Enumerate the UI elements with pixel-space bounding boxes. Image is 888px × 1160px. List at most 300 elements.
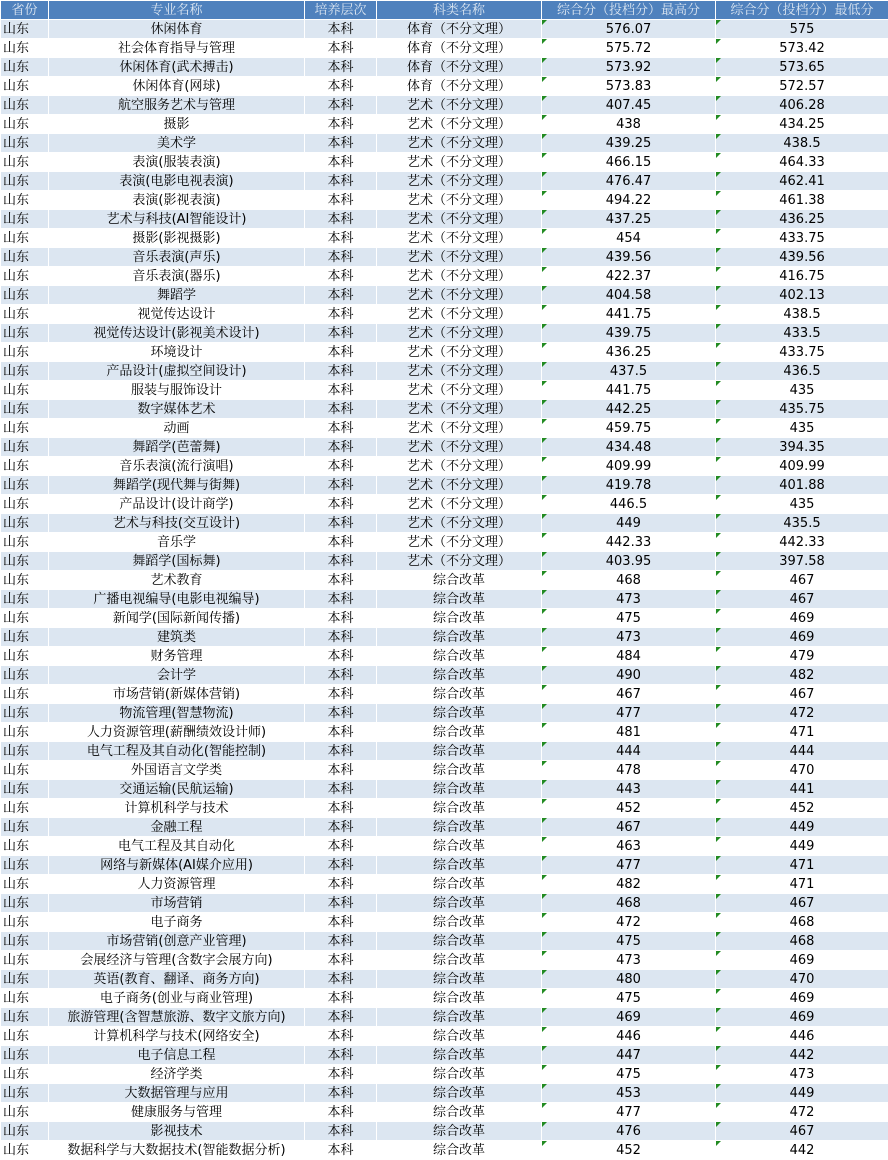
cell-training-level[interactable]: 本科 <box>305 609 377 628</box>
cell-major-name[interactable]: 产品设计(设计商学) <box>49 495 305 514</box>
cell-province[interactable]: 山东 <box>1 419 49 438</box>
cell-max-score[interactable]: 409.99 <box>542 457 716 476</box>
cell-province[interactable]: 山东 <box>1 39 49 58</box>
cell-training-level[interactable]: 本科 <box>305 875 377 894</box>
cell-province[interactable]: 山东 <box>1 438 49 457</box>
cell-major-name[interactable]: 数据科学与大数据技术(智能数据分析) <box>49 1141 305 1160</box>
cell-category-name[interactable]: 艺术（不分文理） <box>377 343 542 362</box>
cell-max-score[interactable]: 573.83 <box>542 77 716 96</box>
cell-province[interactable]: 山东 <box>1 609 49 628</box>
cell-min-score[interactable]: 470 <box>716 761 888 780</box>
cell-min-score[interactable]: 468 <box>716 932 888 951</box>
header-max-score[interactable]: 综合分（投档分）最高分 <box>542 1 716 20</box>
cell-max-score[interactable]: 446.5 <box>542 495 716 514</box>
cell-training-level[interactable]: 本科 <box>305 400 377 419</box>
cell-category-name[interactable]: 艺术（不分文理） <box>377 476 542 495</box>
cell-min-score[interactable]: 406.28 <box>716 96 888 115</box>
cell-max-score[interactable]: 437.5 <box>542 362 716 381</box>
cell-category-name[interactable]: 综合改革 <box>377 761 542 780</box>
cell-major-name[interactable]: 财务管理 <box>49 647 305 666</box>
cell-major-name[interactable]: 新闻学(国际新闻传播) <box>49 609 305 628</box>
cell-min-score[interactable]: 446 <box>716 1027 888 1046</box>
cell-major-name[interactable]: 经济学类 <box>49 1065 305 1084</box>
cell-category-name[interactable]: 综合改革 <box>377 894 542 913</box>
cell-province[interactable]: 山东 <box>1 400 49 419</box>
cell-province[interactable]: 山东 <box>1 818 49 837</box>
cell-category-name[interactable]: 艺术（不分文理） <box>377 248 542 267</box>
cell-training-level[interactable]: 本科 <box>305 1065 377 1084</box>
cell-training-level[interactable]: 本科 <box>305 514 377 533</box>
cell-min-score[interactable]: 416.75 <box>716 267 888 286</box>
cell-max-score[interactable]: 475 <box>542 609 716 628</box>
cell-min-score[interactable]: 464.33 <box>716 153 888 172</box>
cell-training-level[interactable]: 本科 <box>305 533 377 552</box>
cell-training-level[interactable]: 本科 <box>305 20 377 39</box>
cell-province[interactable]: 山东 <box>1 685 49 704</box>
cell-training-level[interactable]: 本科 <box>305 495 377 514</box>
cell-max-score[interactable]: 443 <box>542 780 716 799</box>
cell-category-name[interactable]: 综合改革 <box>377 1084 542 1103</box>
cell-max-score[interactable]: 478 <box>542 761 716 780</box>
cell-max-score[interactable]: 434.48 <box>542 438 716 457</box>
cell-max-score[interactable]: 575.72 <box>542 39 716 58</box>
cell-category-name[interactable]: 综合改革 <box>377 818 542 837</box>
cell-category-name[interactable]: 综合改革 <box>377 1046 542 1065</box>
cell-major-name[interactable]: 航空服务艺术与管理 <box>49 96 305 115</box>
cell-training-level[interactable]: 本科 <box>305 571 377 590</box>
cell-major-name[interactable]: 电气工程及其自动化 <box>49 837 305 856</box>
cell-category-name[interactable]: 综合改革 <box>377 856 542 875</box>
cell-training-level[interactable]: 本科 <box>305 590 377 609</box>
cell-major-name[interactable]: 人力资源管理 <box>49 875 305 894</box>
cell-category-name[interactable]: 综合改革 <box>377 1008 542 1027</box>
cell-category-name[interactable]: 综合改革 <box>377 1103 542 1122</box>
cell-province[interactable]: 山东 <box>1 1084 49 1103</box>
cell-min-score[interactable]: 473 <box>716 1065 888 1084</box>
cell-major-name[interactable]: 健康服务与管理 <box>49 1103 305 1122</box>
cell-training-level[interactable]: 本科 <box>305 1103 377 1122</box>
cell-major-name[interactable]: 视觉传达设计 <box>49 305 305 324</box>
cell-max-score[interactable]: 468 <box>542 894 716 913</box>
cell-province[interactable]: 山东 <box>1 96 49 115</box>
cell-min-score[interactable]: 469 <box>716 609 888 628</box>
cell-training-level[interactable]: 本科 <box>305 761 377 780</box>
cell-category-name[interactable]: 综合改革 <box>377 799 542 818</box>
cell-min-score[interactable]: 435 <box>716 495 888 514</box>
cell-category-name[interactable]: 综合改革 <box>377 571 542 590</box>
cell-major-name[interactable]: 英语(教育、翻译、商务方向) <box>49 970 305 989</box>
cell-training-level[interactable]: 本科 <box>305 932 377 951</box>
cell-max-score[interactable]: 438 <box>542 115 716 134</box>
cell-category-name[interactable]: 艺术（不分文理） <box>377 552 542 571</box>
cell-max-score[interactable]: 441.75 <box>542 305 716 324</box>
cell-province[interactable]: 山东 <box>1 305 49 324</box>
cell-max-score[interactable]: 468 <box>542 571 716 590</box>
cell-training-level[interactable]: 本科 <box>305 58 377 77</box>
cell-max-score[interactable]: 439.75 <box>542 324 716 343</box>
cell-min-score[interactable]: 575 <box>716 20 888 39</box>
cell-category-name[interactable]: 艺术（不分文理） <box>377 267 542 286</box>
cell-max-score[interactable]: 439.25 <box>542 134 716 153</box>
cell-training-level[interactable]: 本科 <box>305 1027 377 1046</box>
cell-major-name[interactable]: 视觉传达设计(影视美术设计) <box>49 324 305 343</box>
cell-min-score[interactable]: 469 <box>716 989 888 1008</box>
cell-category-name[interactable]: 体育（不分文理） <box>377 39 542 58</box>
cell-training-level[interactable]: 本科 <box>305 153 377 172</box>
cell-category-name[interactable]: 艺术（不分文理） <box>377 324 542 343</box>
cell-max-score[interactable]: 473 <box>542 628 716 647</box>
cell-training-level[interactable]: 本科 <box>305 799 377 818</box>
cell-max-score[interactable]: 481 <box>542 723 716 742</box>
cell-province[interactable]: 山东 <box>1 647 49 666</box>
cell-province[interactable]: 山东 <box>1 210 49 229</box>
cell-province[interactable]: 山东 <box>1 723 49 742</box>
cell-training-level[interactable]: 本科 <box>305 666 377 685</box>
cell-min-score[interactable]: 435 <box>716 419 888 438</box>
cell-max-score[interactable]: 442.33 <box>542 533 716 552</box>
cell-training-level[interactable]: 本科 <box>305 191 377 210</box>
cell-province[interactable]: 山东 <box>1 761 49 780</box>
cell-major-name[interactable]: 表演(电影电视表演) <box>49 172 305 191</box>
cell-min-score[interactable]: 471 <box>716 856 888 875</box>
cell-category-name[interactable]: 综合改革 <box>377 590 542 609</box>
cell-category-name[interactable]: 艺术（不分文理） <box>377 210 542 229</box>
cell-major-name[interactable]: 舞蹈学(国标舞) <box>49 552 305 571</box>
cell-max-score[interactable]: 439.56 <box>542 248 716 267</box>
cell-min-score[interactable]: 435.5 <box>716 514 888 533</box>
cell-min-score[interactable]: 442 <box>716 1141 888 1160</box>
cell-min-score[interactable]: 394.35 <box>716 438 888 457</box>
cell-major-name[interactable]: 产品设计(虚拟空间设计) <box>49 362 305 381</box>
cell-province[interactable]: 山东 <box>1 343 49 362</box>
cell-min-score[interactable]: 467 <box>716 1122 888 1141</box>
cell-min-score[interactable]: 471 <box>716 723 888 742</box>
cell-category-name[interactable]: 综合改革 <box>377 742 542 761</box>
cell-min-score[interactable]: 442.33 <box>716 533 888 552</box>
cell-training-level[interactable]: 本科 <box>305 115 377 134</box>
cell-province[interactable]: 山东 <box>1 381 49 400</box>
cell-province[interactable]: 山东 <box>1 1065 49 1084</box>
cell-max-score[interactable]: 494.22 <box>542 191 716 210</box>
cell-province[interactable]: 山东 <box>1 704 49 723</box>
cell-max-score[interactable]: 469 <box>542 1008 716 1027</box>
cell-max-score[interactable]: 404.58 <box>542 286 716 305</box>
cell-major-name[interactable]: 电气工程及其自动化(智能控制) <box>49 742 305 761</box>
cell-min-score[interactable]: 439.56 <box>716 248 888 267</box>
cell-training-level[interactable]: 本科 <box>305 837 377 856</box>
cell-category-name[interactable]: 综合改革 <box>377 932 542 951</box>
cell-major-name[interactable]: 环境设计 <box>49 343 305 362</box>
cell-category-name[interactable]: 综合改革 <box>377 666 542 685</box>
cell-min-score[interactable]: 436.25 <box>716 210 888 229</box>
header-min-score[interactable]: 综合分（投档分）最低分 <box>716 1 888 20</box>
cell-max-score[interactable]: 472 <box>542 913 716 932</box>
cell-min-score[interactable]: 409.99 <box>716 457 888 476</box>
cell-min-score[interactable]: 397.58 <box>716 552 888 571</box>
cell-major-name[interactable]: 电子商务(创业与商业管理) <box>49 989 305 1008</box>
cell-province[interactable]: 山东 <box>1 248 49 267</box>
cell-category-name[interactable]: 艺术（不分文理） <box>377 96 542 115</box>
cell-training-level[interactable]: 本科 <box>305 951 377 970</box>
cell-major-name[interactable]: 音乐学 <box>49 533 305 552</box>
cell-min-score[interactable]: 433.5 <box>716 324 888 343</box>
cell-province[interactable]: 山东 <box>1 533 49 552</box>
cell-training-level[interactable]: 本科 <box>305 96 377 115</box>
cell-province[interactable]: 山东 <box>1 913 49 932</box>
cell-province[interactable]: 山东 <box>1 989 49 1008</box>
cell-training-level[interactable]: 本科 <box>305 267 377 286</box>
cell-province[interactable]: 山东 <box>1 856 49 875</box>
cell-max-score[interactable]: 484 <box>542 647 716 666</box>
cell-province[interactable]: 山东 <box>1 666 49 685</box>
cell-province[interactable]: 山东 <box>1 362 49 381</box>
cell-major-name[interactable]: 大数据管理与应用 <box>49 1084 305 1103</box>
cell-min-score[interactable]: 449 <box>716 818 888 837</box>
cell-training-level[interactable]: 本科 <box>305 229 377 248</box>
cell-province[interactable]: 山东 <box>1 58 49 77</box>
cell-province[interactable]: 山东 <box>1 590 49 609</box>
cell-category-name[interactable]: 综合改革 <box>377 1141 542 1160</box>
cell-major-name[interactable]: 电子信息工程 <box>49 1046 305 1065</box>
cell-training-level[interactable]: 本科 <box>305 723 377 742</box>
cell-major-name[interactable]: 舞蹈学(芭蕾舞) <box>49 438 305 457</box>
cell-training-level[interactable]: 本科 <box>305 1046 377 1065</box>
cell-training-level[interactable]: 本科 <box>305 419 377 438</box>
cell-max-score[interactable]: 454 <box>542 229 716 248</box>
cell-province[interactable]: 山东 <box>1 875 49 894</box>
cell-category-name[interactable]: 综合改革 <box>377 723 542 742</box>
cell-training-level[interactable]: 本科 <box>305 1141 377 1160</box>
cell-province[interactable]: 山东 <box>1 1008 49 1027</box>
cell-province[interactable]: 山东 <box>1 267 49 286</box>
cell-min-score[interactable]: 449 <box>716 837 888 856</box>
cell-major-name[interactable]: 网络与新媒体(AI媒介应用) <box>49 856 305 875</box>
cell-min-score[interactable]: 469 <box>716 1008 888 1027</box>
cell-category-name[interactable]: 综合改革 <box>377 1027 542 1046</box>
cell-training-level[interactable]: 本科 <box>305 172 377 191</box>
cell-major-name[interactable]: 计算机科学与技术 <box>49 799 305 818</box>
cell-max-score[interactable]: 490 <box>542 666 716 685</box>
cell-major-name[interactable]: 会展经济与管理(含数字会展方向) <box>49 951 305 970</box>
cell-major-name[interactable]: 表演(服装表演) <box>49 153 305 172</box>
cell-max-score[interactable]: 480 <box>542 970 716 989</box>
cell-category-name[interactable]: 艺术（不分文理） <box>377 134 542 153</box>
cell-province[interactable]: 山东 <box>1 1141 49 1160</box>
cell-min-score[interactable]: 442 <box>716 1046 888 1065</box>
cell-min-score[interactable]: 472 <box>716 704 888 723</box>
cell-major-name[interactable]: 摄影(影视摄影) <box>49 229 305 248</box>
cell-major-name[interactable]: 舞蹈学 <box>49 286 305 305</box>
cell-major-name[interactable]: 服装与服饰设计 <box>49 381 305 400</box>
cell-max-score[interactable]: 476 <box>542 1122 716 1141</box>
cell-major-name[interactable]: 外国语言文学类 <box>49 761 305 780</box>
cell-min-score[interactable]: 470 <box>716 970 888 989</box>
cell-province[interactable]: 山东 <box>1 115 49 134</box>
cell-category-name[interactable]: 艺术（不分文理） <box>377 362 542 381</box>
cell-max-score[interactable]: 419.78 <box>542 476 716 495</box>
cell-training-level[interactable]: 本科 <box>305 628 377 647</box>
cell-major-name[interactable]: 舞蹈学(现代舞与街舞) <box>49 476 305 495</box>
cell-max-score[interactable]: 453 <box>542 1084 716 1103</box>
cell-category-name[interactable]: 艺术（不分文理） <box>377 286 542 305</box>
cell-major-name[interactable]: 交通运输(民航运输) <box>49 780 305 799</box>
cell-max-score[interactable]: 466.15 <box>542 153 716 172</box>
cell-category-name[interactable]: 综合改革 <box>377 1122 542 1141</box>
cell-min-score[interactable]: 436.5 <box>716 362 888 381</box>
cell-province[interactable]: 山东 <box>1 628 49 647</box>
cell-max-score[interactable]: 444 <box>542 742 716 761</box>
cell-training-level[interactable]: 本科 <box>305 324 377 343</box>
cell-min-score[interactable]: 572.57 <box>716 77 888 96</box>
cell-min-score[interactable]: 435.75 <box>716 400 888 419</box>
cell-max-score[interactable]: 475 <box>542 989 716 1008</box>
cell-training-level[interactable]: 本科 <box>305 381 377 400</box>
cell-min-score[interactable]: 467 <box>716 685 888 704</box>
cell-max-score[interactable]: 475 <box>542 932 716 951</box>
cell-min-score[interactable]: 479 <box>716 647 888 666</box>
cell-training-level[interactable]: 本科 <box>305 780 377 799</box>
cell-max-score[interactable]: 446 <box>542 1027 716 1046</box>
header-training-level[interactable]: 培养层次 <box>305 1 377 20</box>
cell-min-score[interactable]: 462.41 <box>716 172 888 191</box>
cell-min-score[interactable]: 467 <box>716 894 888 913</box>
cell-province[interactable]: 山东 <box>1 799 49 818</box>
cell-max-score[interactable]: 477 <box>542 1103 716 1122</box>
cell-category-name[interactable]: 综合改革 <box>377 628 542 647</box>
cell-min-score[interactable]: 469 <box>716 628 888 647</box>
cell-major-name[interactable]: 表演(影视表演) <box>49 191 305 210</box>
cell-category-name[interactable]: 艺术（不分文理） <box>377 381 542 400</box>
cell-category-name[interactable]: 综合改革 <box>377 875 542 894</box>
cell-province[interactable]: 山东 <box>1 932 49 951</box>
cell-major-name[interactable]: 音乐表演(器乐) <box>49 267 305 286</box>
cell-min-score[interactable]: 573.42 <box>716 39 888 58</box>
header-province[interactable]: 省份 <box>1 1 49 20</box>
cell-province[interactable]: 山东 <box>1 476 49 495</box>
cell-max-score[interactable]: 467 <box>542 818 716 837</box>
cell-category-name[interactable]: 体育（不分文理） <box>377 58 542 77</box>
cell-max-score[interactable]: 473 <box>542 590 716 609</box>
cell-province[interactable]: 山东 <box>1 457 49 476</box>
cell-training-level[interactable]: 本科 <box>305 438 377 457</box>
cell-category-name[interactable]: 艺术（不分文理） <box>377 400 542 419</box>
cell-training-level[interactable]: 本科 <box>305 970 377 989</box>
cell-max-score[interactable]: 576.07 <box>542 20 716 39</box>
cell-max-score[interactable]: 407.45 <box>542 96 716 115</box>
cell-category-name[interactable]: 艺术（不分文理） <box>377 115 542 134</box>
cell-training-level[interactable]: 本科 <box>305 286 377 305</box>
cell-category-name[interactable]: 综合改革 <box>377 1065 542 1084</box>
cell-province[interactable]: 山东 <box>1 134 49 153</box>
cell-min-score[interactable]: 401.88 <box>716 476 888 495</box>
cell-min-score[interactable]: 467 <box>716 590 888 609</box>
header-major-name[interactable]: 专业名称 <box>49 1 305 20</box>
cell-province[interactable]: 山东 <box>1 742 49 761</box>
cell-training-level[interactable]: 本科 <box>305 1008 377 1027</box>
cell-category-name[interactable]: 艺术（不分文理） <box>377 495 542 514</box>
cell-category-name[interactable]: 艺术（不分文理） <box>377 419 542 438</box>
cell-province[interactable]: 山东 <box>1 1027 49 1046</box>
cell-max-score[interactable]: 573.92 <box>542 58 716 77</box>
cell-max-score[interactable]: 449 <box>542 514 716 533</box>
cell-training-level[interactable]: 本科 <box>305 476 377 495</box>
cell-training-level[interactable]: 本科 <box>305 913 377 932</box>
cell-training-level[interactable]: 本科 <box>305 77 377 96</box>
cell-province[interactable]: 山东 <box>1 229 49 248</box>
cell-province[interactable]: 山东 <box>1 951 49 970</box>
cell-min-score[interactable]: 482 <box>716 666 888 685</box>
cell-max-score[interactable]: 475 <box>542 1065 716 1084</box>
cell-major-name[interactable]: 休闲体育(网球) <box>49 77 305 96</box>
cell-training-level[interactable]: 本科 <box>305 248 377 267</box>
cell-min-score[interactable]: 441 <box>716 780 888 799</box>
cell-max-score[interactable]: 459.75 <box>542 419 716 438</box>
cell-major-name[interactable]: 旅游管理(含智慧旅游、数字文旅方向) <box>49 1008 305 1027</box>
cell-training-level[interactable]: 本科 <box>305 552 377 571</box>
cell-province[interactable]: 山东 <box>1 20 49 39</box>
cell-province[interactable]: 山东 <box>1 894 49 913</box>
cell-major-name[interactable]: 人力资源管理(薪酬绩效设计师) <box>49 723 305 742</box>
cell-max-score[interactable]: 441.75 <box>542 381 716 400</box>
cell-major-name[interactable]: 社会体育指导与管理 <box>49 39 305 58</box>
cell-major-name[interactable]: 美术学 <box>49 134 305 153</box>
cell-category-name[interactable]: 综合改革 <box>377 913 542 932</box>
cell-training-level[interactable]: 本科 <box>305 134 377 153</box>
cell-province[interactable]: 山东 <box>1 780 49 799</box>
cell-major-name[interactable]: 音乐表演(流行演唱) <box>49 457 305 476</box>
cell-training-level[interactable]: 本科 <box>305 894 377 913</box>
cell-max-score[interactable]: 452 <box>542 799 716 818</box>
cell-training-level[interactable]: 本科 <box>305 818 377 837</box>
cell-major-name[interactable]: 计算机科学与技术(网络安全) <box>49 1027 305 1046</box>
cell-max-score[interactable]: 452 <box>542 1141 716 1160</box>
cell-major-name[interactable]: 会计学 <box>49 666 305 685</box>
cell-category-name[interactable]: 综合改革 <box>377 837 542 856</box>
cell-max-score[interactable]: 463 <box>542 837 716 856</box>
cell-max-score[interactable]: 482 <box>542 875 716 894</box>
cell-category-name[interactable]: 艺术（不分文理） <box>377 153 542 172</box>
cell-province[interactable]: 山东 <box>1 286 49 305</box>
cell-category-name[interactable]: 综合改革 <box>377 989 542 1008</box>
cell-category-name[interactable]: 综合改革 <box>377 647 542 666</box>
cell-training-level[interactable]: 本科 <box>305 989 377 1008</box>
cell-major-name[interactable]: 休闲体育 <box>49 20 305 39</box>
cell-min-score[interactable]: 438.5 <box>716 305 888 324</box>
cell-max-score[interactable]: 436.25 <box>542 343 716 362</box>
cell-province[interactable]: 山东 <box>1 495 49 514</box>
cell-category-name[interactable]: 综合改革 <box>377 609 542 628</box>
cell-province[interactable]: 山东 <box>1 77 49 96</box>
cell-min-score[interactable]: 435 <box>716 381 888 400</box>
cell-category-name[interactable]: 综合改革 <box>377 970 542 989</box>
cell-province[interactable]: 山东 <box>1 552 49 571</box>
cell-category-name[interactable]: 艺术（不分文理） <box>377 438 542 457</box>
cell-min-score[interactable]: 438.5 <box>716 134 888 153</box>
cell-max-score[interactable]: 476.47 <box>542 172 716 191</box>
cell-major-name[interactable]: 电子商务 <box>49 913 305 932</box>
cell-province[interactable]: 山东 <box>1 571 49 590</box>
cell-max-score[interactable]: 442.25 <box>542 400 716 419</box>
cell-category-name[interactable]: 综合改革 <box>377 780 542 799</box>
cell-training-level[interactable]: 本科 <box>305 704 377 723</box>
cell-province[interactable]: 山东 <box>1 172 49 191</box>
cell-province[interactable]: 山东 <box>1 970 49 989</box>
cell-max-score[interactable]: 437.25 <box>542 210 716 229</box>
cell-category-name[interactable]: 艺术（不分文理） <box>377 457 542 476</box>
cell-min-score[interactable]: 472 <box>716 1103 888 1122</box>
cell-category-name[interactable]: 艺术（不分文理） <box>377 229 542 248</box>
cell-major-name[interactable]: 摄影 <box>49 115 305 134</box>
